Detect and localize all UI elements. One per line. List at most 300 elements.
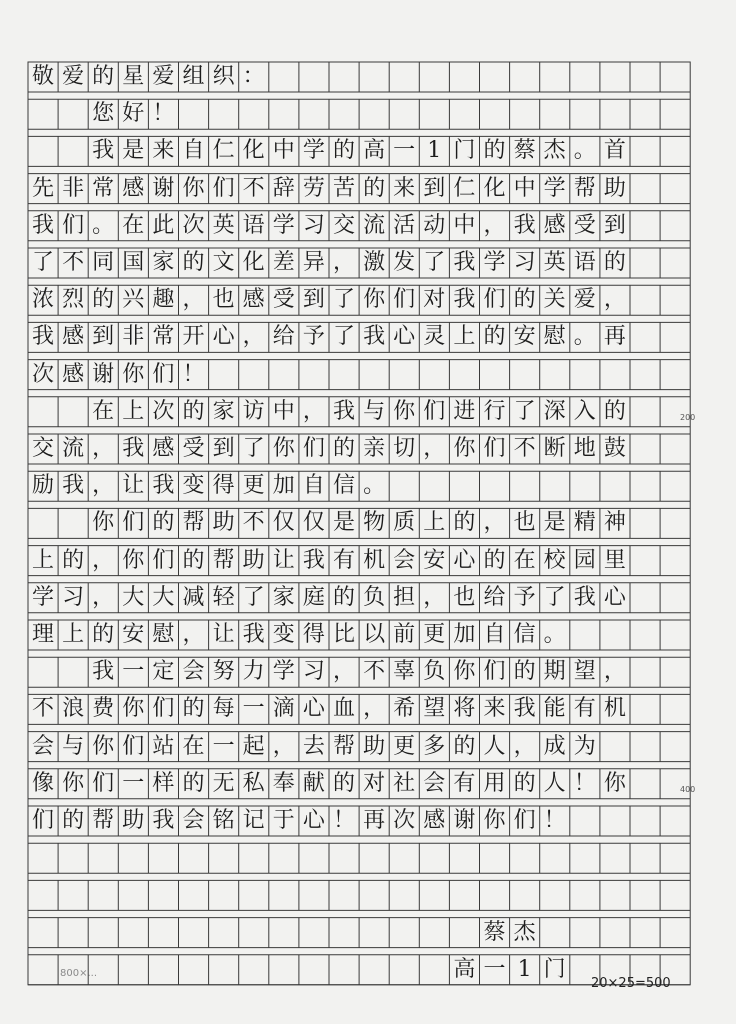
- grid-character: 了: [332, 324, 355, 350]
- grid-character: 感: [62, 361, 85, 387]
- grid-character: 组: [182, 64, 205, 89]
- grid-character: 比: [332, 622, 355, 647]
- grid-character: 仅: [302, 510, 325, 536]
- grid-character: 到: [423, 175, 446, 201]
- grid-character: 人: [483, 733, 506, 759]
- grid-character: 里: [603, 547, 626, 573]
- grid-character: 自: [302, 473, 325, 499]
- grid-character: 负: [363, 584, 386, 610]
- grid-character: 血: [332, 696, 355, 722]
- grid-character: 信: [513, 622, 536, 647]
- grid-character: 大: [122, 584, 145, 610]
- grid-character: 语: [242, 212, 265, 238]
- grid-character: 谢: [152, 175, 175, 201]
- grid-character: 努: [212, 659, 235, 685]
- grid-character: 英: [543, 250, 566, 275]
- grid-character: 深: [543, 398, 566, 424]
- grid-character: 会: [182, 659, 205, 685]
- grid-character: 得: [212, 473, 235, 499]
- grid-character: 次: [31, 361, 54, 387]
- grid-character: 我: [302, 547, 325, 573]
- grid-character: 得: [302, 622, 325, 647]
- grid-character: 辜: [393, 659, 416, 685]
- grid-character: 行: [483, 398, 506, 424]
- grid-character: 为: [573, 733, 596, 759]
- grid-character: 的: [62, 547, 85, 573]
- grid-character: 上: [62, 622, 85, 647]
- grid-character: 到: [212, 436, 235, 461]
- grid-character: 们: [513, 808, 536, 833]
- grid-character: 到: [302, 287, 325, 313]
- grid-character: 的: [182, 696, 205, 722]
- grid-character: 在: [513, 547, 536, 573]
- grid-character: 受: [573, 212, 596, 238]
- grid-character: 爱: [62, 64, 85, 89]
- grid-character: 将: [453, 696, 476, 722]
- grid-character: 的: [92, 64, 115, 89]
- grid-character: 不: [513, 436, 536, 461]
- grid-character: 我: [62, 473, 85, 499]
- grid-character: 慰: [152, 622, 175, 647]
- grid-character: 上: [453, 324, 476, 350]
- grid-character: 让: [212, 622, 235, 647]
- grid-character: ！: [152, 101, 175, 127]
- grid-character: 你: [182, 175, 205, 201]
- grid-character: 亲: [363, 436, 386, 461]
- grid-character: 一: [242, 696, 265, 722]
- grid-character: 庭: [302, 584, 325, 610]
- grid-character: 高: [363, 138, 386, 164]
- grid-character: 爱: [573, 287, 596, 313]
- grid-character: 你: [92, 733, 115, 759]
- grid-character: 一: [483, 956, 506, 982]
- char-count-marker-200: 200: [680, 413, 696, 422]
- grid-character: 社: [393, 770, 416, 796]
- grid-character: 家: [152, 250, 175, 275]
- grid-character: 的: [483, 547, 506, 573]
- grid-character: 了: [423, 250, 446, 275]
- grid-character: 文: [212, 250, 235, 275]
- grid-character: 习: [513, 250, 536, 275]
- grid-character: 谢: [453, 808, 476, 833]
- grid-character: ，: [272, 733, 295, 759]
- grid-character: 不: [242, 510, 265, 536]
- grid-character: 学: [483, 250, 506, 275]
- grid-character: 我: [31, 212, 54, 238]
- grid-character: 习: [302, 659, 325, 685]
- grid-character: 的: [513, 770, 536, 796]
- grid-character: 机: [603, 696, 626, 722]
- grid-character: 差: [272, 250, 295, 275]
- grid-character: 的: [62, 808, 85, 833]
- grid-character: 给: [483, 584, 506, 610]
- grid-character: 让: [122, 473, 145, 499]
- grid-character: 到: [92, 324, 115, 350]
- grid-character: 我: [152, 473, 175, 499]
- grid-character: ，: [92, 547, 115, 573]
- grid-character: 了: [242, 584, 265, 610]
- grid-character: ，: [423, 584, 446, 610]
- grid-character: 不: [242, 175, 265, 201]
- grid-character: 安: [513, 324, 536, 350]
- grid-character: 的: [332, 436, 355, 461]
- grid-character: 帮: [92, 808, 115, 833]
- grid-character: 的: [453, 733, 476, 759]
- grid-character: 苦: [332, 175, 355, 201]
- grid-character: 站: [152, 733, 175, 759]
- grid-character: 在: [92, 398, 115, 424]
- grid-character: ，: [513, 733, 536, 759]
- grid-character: ，: [92, 473, 115, 499]
- grid-character: 来: [393, 175, 416, 201]
- grid-character: 加: [453, 622, 476, 647]
- grid-character: 慰: [543, 324, 566, 350]
- grid-character: 负: [423, 659, 446, 685]
- grid-character: 我: [513, 212, 536, 238]
- grid-character: 交: [332, 212, 355, 238]
- grid-character: 进: [453, 398, 476, 424]
- grid-character: 物: [363, 510, 386, 536]
- grid-character: 们: [152, 547, 175, 573]
- grid-character: 家: [272, 584, 295, 610]
- grid-character: 好: [122, 101, 145, 127]
- grid-character: 心: [302, 696, 325, 722]
- grid-character: 你: [92, 510, 115, 536]
- grid-character: 我: [363, 324, 386, 350]
- grid-character: 。: [363, 473, 386, 499]
- grid-character: 感: [62, 324, 85, 350]
- grid-character: ，: [483, 510, 506, 536]
- grid-character: 的: [182, 398, 205, 424]
- grid-character: 发: [393, 250, 416, 275]
- grid-character: 的: [483, 138, 506, 164]
- grid-character: 的: [603, 250, 626, 275]
- grid-character: 们: [483, 659, 506, 685]
- grid-character: 交: [31, 436, 54, 461]
- grid-character: 再: [603, 324, 626, 350]
- faint-footer-text: 800×...: [60, 968, 98, 979]
- grid-character: 一: [122, 659, 145, 685]
- grid-character: 的: [92, 622, 115, 647]
- grid-character: 中: [453, 212, 476, 238]
- grid-character: 访: [242, 398, 265, 424]
- grid-character: 会: [182, 808, 205, 833]
- grid-character: 心: [212, 324, 235, 350]
- grid-character: 蔡: [513, 138, 536, 164]
- grid-character: 常: [92, 175, 115, 201]
- grid-character: 铭: [212, 808, 235, 833]
- grid-character: 是: [122, 138, 145, 164]
- grid-character: 流: [363, 212, 386, 238]
- grid-character: 以: [363, 622, 386, 647]
- grid-character: 先: [31, 175, 54, 201]
- grid-character: 流: [62, 436, 85, 461]
- grid-character: 们: [31, 808, 54, 833]
- grid-character: 的: [182, 250, 205, 275]
- grid-character: 化: [483, 175, 506, 201]
- grid-character: 我: [513, 696, 536, 722]
- grid-character: 1: [517, 956, 532, 982]
- grid-character: 门: [543, 956, 566, 982]
- grid-character: 到: [603, 212, 626, 238]
- grid-character: 激: [363, 250, 386, 275]
- grid-character: ，: [182, 622, 205, 647]
- grid-character: ：: [242, 64, 265, 89]
- grid-character: 心: [393, 324, 416, 350]
- grid-character: 期: [543, 659, 566, 685]
- grid-character: 是: [332, 510, 355, 536]
- grid-character: ，: [363, 696, 386, 722]
- grid-character: 前: [393, 622, 416, 647]
- grid-character: 一: [212, 733, 235, 759]
- grid-character: 的: [92, 287, 115, 313]
- grid-character: 私: [242, 770, 265, 796]
- grid-character: 无: [212, 770, 235, 796]
- grid-character: 于: [272, 808, 295, 833]
- grid-character: 同: [92, 250, 115, 275]
- grid-character: 有: [332, 547, 355, 573]
- grid-character: 上: [423, 510, 446, 536]
- grid-character: 的: [513, 287, 536, 313]
- grid-character: 次: [152, 398, 175, 424]
- grid-character: 自: [483, 622, 506, 647]
- grid-character: 了: [543, 584, 566, 610]
- grid-character: 了: [513, 398, 536, 424]
- grid-character: 不: [31, 696, 54, 722]
- grid-character: 自: [182, 138, 205, 164]
- grid-character: 每: [212, 696, 235, 722]
- grid-character: 门: [453, 138, 476, 164]
- grid-character: 首: [603, 138, 626, 164]
- grid-character: 的: [332, 770, 355, 796]
- grid-character: 助: [242, 547, 265, 573]
- grid-character: 杰: [513, 919, 536, 945]
- grid-character: 学: [272, 659, 295, 685]
- grid-character: 的: [513, 659, 536, 685]
- grid-character: 样: [152, 770, 175, 796]
- grid-character: 来: [483, 696, 506, 722]
- grid-character: 的: [363, 175, 386, 201]
- grid-character: 动: [423, 212, 446, 238]
- grid-character: ，: [423, 436, 446, 461]
- grid-character: 中: [272, 398, 295, 424]
- grid-character: 再: [363, 808, 386, 833]
- grid-character: 助: [603, 175, 626, 201]
- grid-character: 学: [31, 584, 54, 610]
- grid-character: 们: [393, 287, 416, 313]
- grid-character: 蔡: [483, 919, 506, 945]
- grid-character: 你: [453, 659, 476, 685]
- grid-character: 你: [483, 808, 506, 833]
- grid-character: 与: [62, 733, 85, 759]
- grid-character: 高: [453, 956, 476, 982]
- grid-character: 谢: [92, 361, 115, 387]
- grid-character: 灵: [423, 324, 446, 350]
- grid-character: 帮: [332, 733, 355, 759]
- grid-character: 让: [272, 547, 295, 573]
- grid-character: 会: [393, 547, 416, 573]
- grid-character: 的: [332, 138, 355, 164]
- grid-character: 了: [242, 436, 265, 461]
- grid-character: 园: [573, 547, 596, 573]
- grid-character: 献: [302, 770, 325, 796]
- grid-character: 多: [423, 733, 446, 759]
- grid-character: 望: [423, 696, 446, 722]
- grid-character: 去: [302, 733, 325, 759]
- grid-character: 仅: [272, 510, 295, 536]
- grid-character: 们: [122, 733, 145, 759]
- grid-character: 仁: [212, 138, 235, 164]
- grid-character: 助: [122, 808, 145, 833]
- grid-character: ，: [483, 212, 506, 238]
- grid-character: 。: [573, 324, 596, 350]
- grid-character: 们: [152, 696, 175, 722]
- grid-character: 给: [272, 324, 295, 350]
- grid-character: 精: [573, 510, 596, 536]
- grid-character: 兴: [122, 287, 145, 313]
- grid-character: 感: [423, 808, 446, 833]
- grid-character: 习: [302, 212, 325, 238]
- grid-character: 的: [603, 398, 626, 424]
- grid-character: 安: [122, 622, 145, 647]
- grid-character: 切: [393, 436, 416, 461]
- grid-character: 更: [393, 733, 416, 759]
- grid-character: 烈: [62, 287, 85, 313]
- grid-character: 在: [122, 212, 145, 238]
- grid-character: 常: [152, 324, 175, 350]
- grid-character: 滴: [272, 696, 295, 722]
- grid-character: 也: [212, 287, 235, 313]
- grid-character: 次: [182, 212, 205, 238]
- grid-character: 1: [427, 138, 442, 164]
- grid-character: ，: [92, 584, 115, 610]
- grid-character: 了: [31, 250, 54, 275]
- grid-character: 受: [182, 436, 205, 461]
- grid-character: 帮: [182, 510, 205, 536]
- grid-character: 我: [453, 250, 476, 275]
- grid-character: ！: [332, 808, 355, 833]
- grid-character: 鼓: [603, 436, 626, 461]
- grid-character: 们: [483, 287, 506, 313]
- grid-character: 担: [393, 584, 416, 610]
- grid-character: 的: [182, 547, 205, 573]
- grid-character: 我: [332, 398, 355, 424]
- grid-character: 的: [152, 510, 175, 536]
- grid-character: 们: [212, 175, 235, 201]
- grid-character: 有: [573, 696, 596, 722]
- grid-character: 的: [332, 584, 355, 610]
- grid-character: 安: [423, 547, 446, 573]
- grid-character: 在: [182, 733, 205, 759]
- grid-character: 你: [363, 287, 386, 313]
- grid-character: 地: [573, 436, 596, 461]
- grid-character: 我: [573, 584, 596, 610]
- grid-character: 你: [603, 770, 626, 796]
- grid-character: 励: [31, 473, 54, 499]
- grid-character: 用: [483, 770, 506, 796]
- grid-character: 起: [242, 733, 265, 759]
- grid-character: 心: [603, 584, 626, 610]
- grid-character: 更: [242, 473, 265, 499]
- grid-character: 英: [212, 212, 235, 238]
- grid-character: 习: [62, 584, 85, 610]
- grid-character: 。: [92, 212, 115, 238]
- grid-character: 你: [453, 436, 476, 461]
- grid-character: 们: [92, 770, 115, 796]
- grid-character: 一: [122, 770, 145, 796]
- grid-character: 与: [363, 398, 386, 424]
- grid-character: 们: [423, 398, 446, 424]
- grid-character: 化: [242, 250, 265, 275]
- grid-character: 语: [573, 250, 596, 275]
- grid-character: 开: [182, 324, 205, 350]
- grid-character: 定: [152, 659, 175, 685]
- grid-character: 断: [543, 436, 566, 461]
- grid-character: ，: [302, 398, 325, 424]
- grid-character: ，: [603, 287, 626, 313]
- grid-character: 国: [122, 250, 145, 275]
- grid-character: 入: [573, 398, 596, 424]
- grid-character: 奉: [272, 770, 295, 796]
- grid-character: 感: [122, 175, 145, 201]
- grid-character: 神: [603, 510, 626, 536]
- grid-character: 望: [573, 659, 596, 685]
- grid-character: 校: [543, 547, 566, 573]
- grid-character: 人: [543, 770, 566, 796]
- grid-character: 你: [272, 436, 295, 461]
- grid-character: ，: [92, 436, 115, 461]
- grid-character: 你: [122, 361, 145, 387]
- grid-character: 予: [302, 324, 325, 350]
- grid-character: 了: [332, 287, 355, 313]
- grid-character: 费: [92, 696, 115, 722]
- grid-character: 受: [272, 287, 295, 313]
- grid-character: 我: [453, 287, 476, 313]
- grid-character: 。: [543, 622, 566, 647]
- grid-character: 我: [92, 659, 115, 685]
- grid-character: 关: [543, 287, 566, 313]
- grid-character: 助: [363, 733, 386, 759]
- grid-character: 来: [152, 138, 175, 164]
- grid-character: 你: [393, 398, 416, 424]
- grid-character: 此: [152, 212, 175, 238]
- grid-character: 也: [513, 510, 536, 536]
- grid-character: 记: [242, 808, 265, 833]
- grid-character: 感: [242, 287, 265, 313]
- grid-character: ，: [182, 287, 205, 313]
- grid-character: 化: [242, 138, 265, 164]
- grid-character: 辞: [272, 175, 295, 201]
- grid-character: 希: [393, 696, 416, 722]
- grid-character: 异: [302, 250, 325, 275]
- grid-character: 非: [62, 175, 85, 201]
- grid-character: 变: [272, 622, 295, 647]
- grid-character: 我: [92, 138, 115, 164]
- grid-character: 浓: [31, 287, 54, 313]
- grid-character: 的: [182, 770, 205, 796]
- grid-character: 我: [31, 324, 54, 350]
- grid-character: 学: [543, 175, 566, 201]
- grid-character: 上: [31, 547, 54, 573]
- grid-character: 我: [242, 622, 265, 647]
- grid-character: 们: [152, 361, 175, 387]
- grid-character: 次: [393, 808, 416, 833]
- grid-character: 织: [212, 64, 235, 89]
- grid-character: 一: [393, 138, 416, 164]
- grid-character: 敬: [31, 64, 54, 89]
- grid-character: 学: [272, 212, 295, 238]
- grid-character: 您: [92, 101, 115, 127]
